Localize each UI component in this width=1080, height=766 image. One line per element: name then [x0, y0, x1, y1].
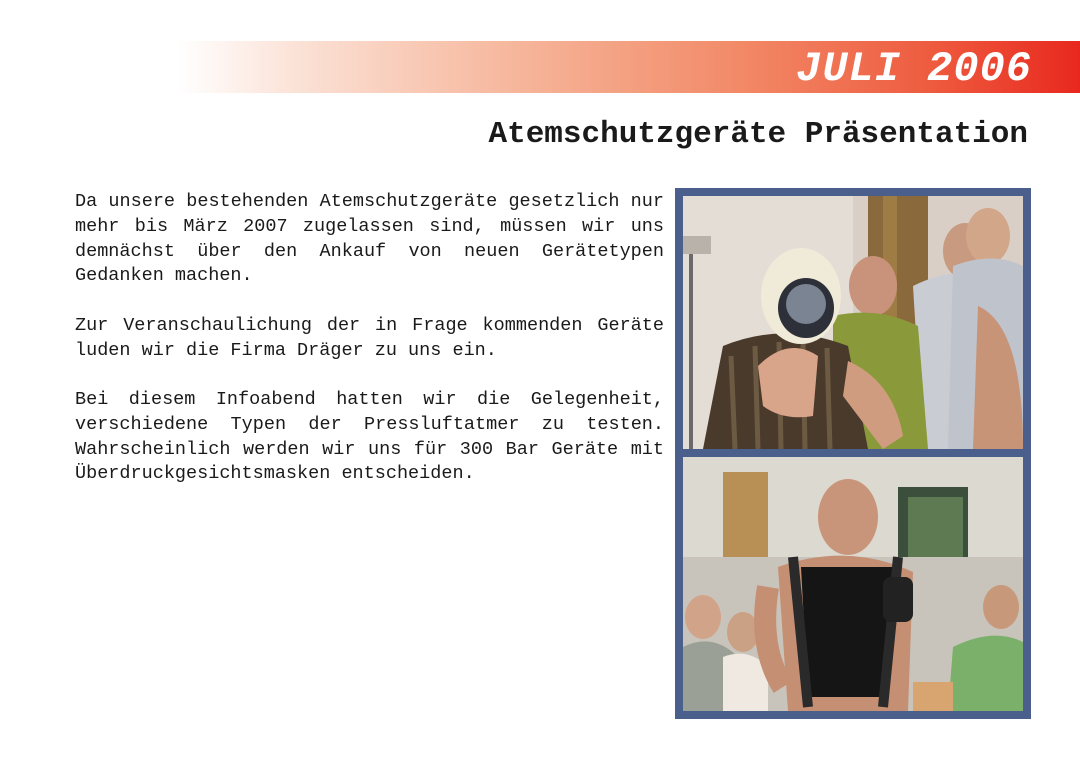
article-text: [75, 190, 664, 512]
paragraph-2: Zur Veranschaulichung der in Frage kommenden Geräte luden wir die Firma Dräger zu uns ein.: [75, 314, 664, 361]
photo-frame: [675, 188, 1031, 719]
paragraph-3: Bei diesem Infoabend hatten wir die Gelegenheit, verschiedene Typen der Pressluftatmer zu testen. Wahrscheinlich werden wir uns für 300 Bar Geräte mit Überdruckgesichtsmasken entscheiden.: [75, 389, 664, 485]
paragraph-1: Da unsere bestehenden Atemschutzgeräte gesetzlich nur mehr bis März 2007 zugelassen sind, müssen wir uns demnächst über den Ankauf von neuen Gerätetypen Gedanken machen.: [75, 191, 664, 287]
photo-helmet-mask-test: [683, 196, 1023, 449]
month-title: JULI 2006: [796, 45, 1032, 93]
page-title: Atemschutzgeräte Präsentation: [488, 117, 1028, 152]
photo-breathing-apparatus-test: [683, 457, 1023, 711]
